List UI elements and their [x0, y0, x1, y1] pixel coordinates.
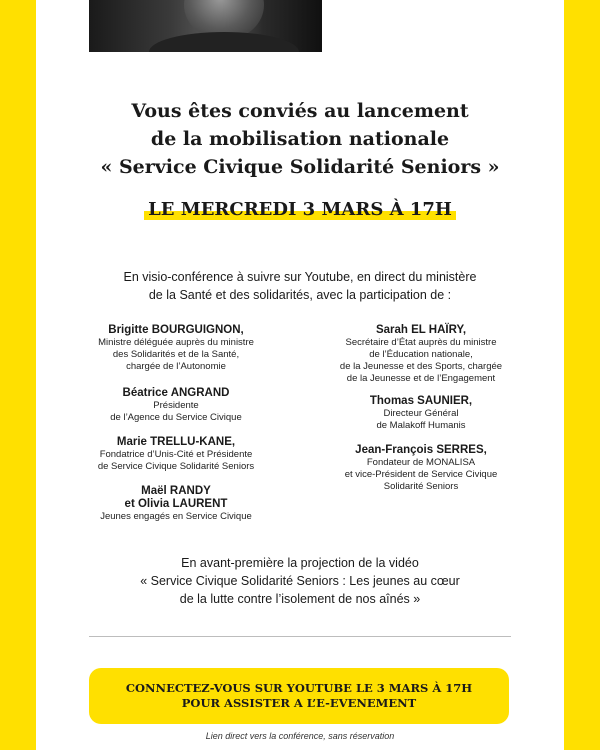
- participant-role: Directeur Général: [383, 408, 459, 419]
- participant-role: Fondateur de MONALISA: [366, 457, 476, 468]
- participant: [311, 395, 531, 432]
- participant-role: de l’Agence du Service Civique: [110, 412, 242, 423]
- participant: [66, 485, 286, 523]
- preview-line-3: de la lutte contre l’isolement de nos aînés »: [179, 592, 421, 606]
- headline-line-2: de la mobilisation nationale: [150, 128, 450, 150]
- participant-name: Brigitte BOURGUIGNON,: [108, 324, 244, 336]
- participant-role: Présidente: [153, 400, 199, 411]
- participant-role: et vice-Président de Service Civique: [344, 469, 498, 480]
- participant-role: de la Jeunesse et de l’Engagement: [346, 373, 496, 384]
- video-preview-text: [56, 554, 544, 608]
- participant-role: chargée de l’Autonomie: [126, 361, 226, 372]
- event-date: LE MERCREDI 3 MARS À 17H: [144, 198, 456, 222]
- headline-line-1: Vous êtes conviés au lancement: [131, 100, 469, 122]
- participant-role: de la Jeunesse et des Sports, chargée: [339, 361, 503, 372]
- youtube-connect-button[interactable]: CONNECTEZ-VOUS SUR YOUTUBE LE 3 MARS À 17H POUR ASSISTER A L’E-EVENEMENT: [89, 668, 509, 724]
- participant-role: de Service Civique Solidarité Seniors: [97, 461, 255, 472]
- participant-name: Sarah EL HAÏRY,: [375, 324, 467, 336]
- participant-role: Secrétaire d’État auprès du ministre: [345, 337, 497, 348]
- participant-role: Solidarité Seniors: [383, 481, 459, 492]
- participant-role: de l’Éducation nationale,: [369, 349, 473, 360]
- participant-role: de Malakoff Humanis: [376, 420, 466, 431]
- participant-role: Jeunes engagés en Service Civique: [100, 511, 252, 522]
- participants-right-column: [311, 324, 531, 501]
- invitation-headline: [36, 97, 564, 181]
- preview-line-2: « Service Civique Solidarité Seniors : Les jeunes au cœur: [140, 574, 460, 588]
- photo-shoulder-shape: [149, 32, 299, 52]
- preview-line-1: En avant-première la projection de la vidéo: [181, 556, 419, 570]
- participant-name: Marie TRELLU-KANE,: [116, 436, 236, 448]
- participant: [66, 387, 286, 424]
- direct-link-note[interactable]: Lien direct vers la conférence, sans réservation: [205, 731, 395, 741]
- participant-role: Fondatrice d’Unis-Cité et Présidente: [99, 449, 253, 460]
- intro-text: [56, 268, 544, 304]
- intro-line-2: de la Santé et des solidarités, avec la participation de :: [148, 288, 452, 302]
- invitation-card: [36, 0, 564, 750]
- participant-name: Béatrice ANGRAND: [122, 387, 230, 399]
- participant: [66, 436, 286, 473]
- event-date-wrap: [36, 198, 564, 222]
- participant-name: Jean-François SERRES,: [355, 444, 487, 456]
- participant: [66, 324, 286, 373]
- header-photo: [89, 0, 322, 52]
- participant: [311, 444, 531, 493]
- participant-role: Ministre déléguée auprès du ministre: [98, 337, 254, 348]
- participant-name: Thomas SAUNIER,: [369, 395, 473, 407]
- intro-line-1: En visio-conférence à suivre sur Youtube, en direct du ministère: [123, 270, 477, 284]
- participants-left-column: [66, 324, 286, 531]
- participant-name: Maël RANDY: [141, 485, 211, 497]
- divider: [89, 636, 511, 637]
- participant: [311, 324, 531, 385]
- participant-role: des Solidarités et de la Santé,: [112, 349, 240, 360]
- headline-line-3: « Service Civique Solidarité Seniors »: [100, 156, 500, 178]
- participant-name-2: et Olivia LAURENT: [124, 498, 228, 510]
